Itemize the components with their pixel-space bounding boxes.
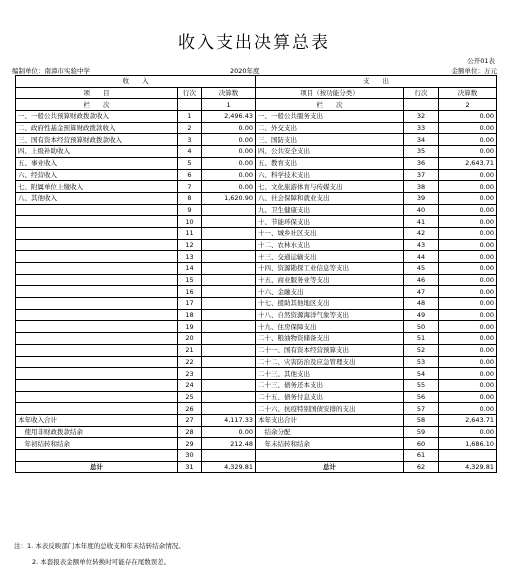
table-row <box>16 157 497 169</box>
income-item: 五、事业收入 <box>16 157 178 169</box>
expense-rowno: 33 <box>404 122 439 134</box>
income-item <box>16 263 178 275</box>
income-rowno: 16 <box>178 286 202 298</box>
income-item <box>16 450 178 462</box>
table-row <box>16 368 497 380</box>
income-amount <box>202 274 256 286</box>
expense-rowno: 40 <box>404 204 439 216</box>
income-item <box>16 403 178 415</box>
expense-item: 本年支出合计 <box>256 414 404 426</box>
expense-rowno: 51 <box>404 333 439 345</box>
income-rowno: 10 <box>178 216 202 228</box>
income-rowno: 11 <box>178 227 202 239</box>
expense-amount: 0.00 <box>439 309 497 321</box>
expense-rowno: 55 <box>404 379 439 391</box>
income-item: 一、一般公共预算财政拨款收入 <box>16 111 178 123</box>
income-item: 年初结转和结余 <box>16 438 178 450</box>
income-item <box>16 274 178 286</box>
income-amount: 0.00 <box>202 426 256 438</box>
expense-rowno: 41 <box>404 216 439 228</box>
table-row <box>16 309 497 321</box>
income-item <box>16 227 178 239</box>
expense-amount: 2,643.71 <box>439 414 497 426</box>
expense-amount: 0.00 <box>439 251 497 263</box>
income-total-amount: 4,329.81 <box>202 461 256 473</box>
income-rowno-header: 行次 <box>178 87 202 99</box>
table-row <box>16 169 497 181</box>
income-rowno: 19 <box>178 321 202 333</box>
income-amount <box>202 450 256 462</box>
expense-rowno: 60 <box>404 438 439 450</box>
income-item: 七、附属单位上缴收入 <box>16 181 178 193</box>
expense-item: 结余分配 <box>256 426 404 438</box>
table-row <box>16 438 497 450</box>
expense-rowno: 52 <box>404 344 439 356</box>
table-row <box>16 333 497 345</box>
expense-item: 二十三、债务还本支出 <box>256 379 404 391</box>
expense-rowno: 42 <box>404 227 439 239</box>
expense-rowno: 37 <box>404 169 439 181</box>
expense-item: 十三、交通运输支出 <box>256 251 404 263</box>
expense-amount: 0.00 <box>439 263 497 275</box>
income-item: 使用非财政拨款结余 <box>16 426 178 438</box>
expense-rowno: 36 <box>404 157 439 169</box>
expense-amount: 0.00 <box>439 333 497 345</box>
expense-amount: 0.00 <box>439 403 497 415</box>
income-item <box>16 286 178 298</box>
expense-item: 十五、商业服务业等支出 <box>256 274 404 286</box>
table-row <box>16 192 497 204</box>
income-rowno: 5 <box>178 157 202 169</box>
income-item <box>16 379 178 391</box>
income-rowno: 14 <box>178 263 202 275</box>
expense-rowno: 58 <box>404 414 439 426</box>
income-rowno: 15 <box>178 274 202 286</box>
income-rowno: 2 <box>178 122 202 134</box>
income-rowno: 12 <box>178 239 202 251</box>
expense-amount: 0.00 <box>439 146 497 158</box>
income-rowno: 30 <box>178 450 202 462</box>
table-row <box>16 239 497 251</box>
table-row <box>16 450 497 462</box>
expense-rowno: 47 <box>404 286 439 298</box>
income-amount <box>202 298 256 310</box>
expense-rowno: 34 <box>404 134 439 146</box>
income-amount: 1,620.90 <box>202 192 256 204</box>
total-row <box>16 461 497 473</box>
expense-rowno: 50 <box>404 321 439 333</box>
income-amount: 0.00 <box>202 169 256 181</box>
expense-total-amount: 4,329.81 <box>439 461 497 473</box>
expense-amount: 0.00 <box>439 379 497 391</box>
expense-item: 八、社会保障和就业支出 <box>256 192 404 204</box>
income-amount <box>202 204 256 216</box>
expense-item: 一、一般公共服务支出 <box>256 111 404 123</box>
year-label: 2020年度 <box>230 67 260 75</box>
expense-amount: 2,643.71 <box>439 157 497 169</box>
income-amount <box>202 239 256 251</box>
expense-column-index: 2 <box>439 99 497 111</box>
income-amount <box>202 309 256 321</box>
table-row <box>16 204 497 216</box>
income-amount <box>202 344 256 356</box>
expense-amount: 0.00 <box>439 239 497 251</box>
expense-rowno: 61 <box>404 450 439 462</box>
expense-total-label: 总计 <box>256 461 404 473</box>
income-amount <box>202 368 256 380</box>
income-item: 六、经营收入 <box>16 169 178 181</box>
income-column-index: 1 <box>202 99 256 111</box>
org-label: 编制单位：南漳市实验中学 <box>12 67 90 75</box>
table-row <box>16 286 497 298</box>
table-row <box>16 263 497 275</box>
expense-amount: 0.00 <box>439 122 497 134</box>
table-row <box>16 146 497 158</box>
income-item: 八、其他收入 <box>16 192 178 204</box>
expense-item: 二十六、抗疫特别国债安排的支出 <box>256 403 404 415</box>
income-rowno: 25 <box>178 391 202 403</box>
page-title: 收入支出决算总表 <box>178 33 330 53</box>
expense-amount: 0.00 <box>439 368 497 380</box>
income-rowno: 27 <box>178 414 202 426</box>
expense-rowno: 56 <box>404 391 439 403</box>
income-amount-header: 决算数 <box>202 87 256 99</box>
expense-rowno: 49 <box>404 309 439 321</box>
income-rowno: 8 <box>178 192 202 204</box>
table-row <box>16 216 497 228</box>
expense-item: 年末结转和结余 <box>256 438 404 450</box>
income-amount: 0.00 <box>202 134 256 146</box>
expense-amount: 0.00 <box>439 298 497 310</box>
income-item <box>16 309 178 321</box>
income-amount: 212.48 <box>202 438 256 450</box>
expense-rowno: 32 <box>404 111 439 123</box>
income-item <box>16 216 178 228</box>
income-amount: 4,117.33 <box>202 414 256 426</box>
income-rowno: 21 <box>178 344 202 356</box>
income-amount: 0.00 <box>202 146 256 158</box>
expense-item <box>256 450 404 462</box>
expense-item: 二十三、其他支出 <box>256 368 404 380</box>
table-row <box>16 122 497 134</box>
income-rowno: 23 <box>178 368 202 380</box>
expense-item: 三、国防支出 <box>256 134 404 146</box>
income-rowno: 6 <box>178 169 202 181</box>
income-rowno: 1 <box>178 111 202 123</box>
note-2: 2. 本套报表金额单位转换时可能存在尾数误差。 <box>32 558 171 566</box>
expense-amount: 0.00 <box>439 391 497 403</box>
empty-cell <box>404 99 439 111</box>
income-amount <box>202 403 256 415</box>
income-rowno: 17 <box>178 298 202 310</box>
table-body <box>16 111 497 462</box>
expense-amount: 0.00 <box>439 274 497 286</box>
income-rowno: 29 <box>178 438 202 450</box>
income-amount <box>202 356 256 368</box>
expense-item: 二十二、灾害防治及应急管理支出 <box>256 356 404 368</box>
table-row <box>16 134 497 146</box>
income-header: 收 入 <box>16 76 256 88</box>
income-amount: 2,496.43 <box>202 111 256 123</box>
income-total-rowno: 31 <box>178 461 202 473</box>
table-row <box>16 379 497 391</box>
expense-item: 六、科学技术支出 <box>256 169 404 181</box>
table-row <box>16 298 497 310</box>
income-item <box>16 368 178 380</box>
income-amount <box>202 379 256 391</box>
table-row <box>16 251 497 263</box>
expense-amount: 0.00 <box>439 111 497 123</box>
income-amount <box>202 251 256 263</box>
expense-item: 十六、金融支出 <box>256 286 404 298</box>
income-amount <box>202 216 256 228</box>
income-item <box>16 344 178 356</box>
income-rowno: 28 <box>178 426 202 438</box>
expense-rowno: 35 <box>404 146 439 158</box>
expense-amount: 0.00 <box>439 169 497 181</box>
expense-item: 十、节能环保支出 <box>256 216 404 228</box>
income-item <box>16 204 178 216</box>
income-rowno: 24 <box>178 379 202 391</box>
income-item <box>16 333 178 345</box>
expense-amount: 0.00 <box>439 426 497 438</box>
income-item <box>16 356 178 368</box>
expense-item: 十二、农林水支出 <box>256 239 404 251</box>
expense-column-label: 栏 次 <box>256 99 404 111</box>
table-row <box>16 403 497 415</box>
expense-amount: 0.00 <box>439 227 497 239</box>
expense-amount: 0.00 <box>439 321 497 333</box>
expense-rowno-header: 行次 <box>404 87 439 99</box>
expense-amount: 1,686.10 <box>439 438 497 450</box>
table-row <box>16 321 497 333</box>
income-item <box>16 321 178 333</box>
expense-rowno: 39 <box>404 192 439 204</box>
income-amount <box>202 286 256 298</box>
expense-item: 二十五、债务付息支出 <box>256 391 404 403</box>
income-amount: 0.00 <box>202 122 256 134</box>
expense-item: 二、外交支出 <box>256 122 404 134</box>
empty-cell <box>178 99 202 111</box>
income-rowno: 20 <box>178 333 202 345</box>
expense-amount: 0.00 <box>439 192 497 204</box>
expense-amount: 0.00 <box>439 286 497 298</box>
income-item <box>16 251 178 263</box>
income-rowno: 13 <box>178 251 202 263</box>
table-row <box>16 274 497 286</box>
expense-item: 二十、粮油物资储备支出 <box>256 333 404 345</box>
income-rowno: 7 <box>178 181 202 193</box>
expense-header: 支 出 <box>256 76 497 88</box>
expense-item-header: 项目（按功能分类） <box>256 87 404 99</box>
unit-label: 金额单位：万元 <box>451 67 497 75</box>
expense-item: 九、卫生健康支出 <box>256 204 404 216</box>
expense-item: 十九、住房保障支出 <box>256 321 404 333</box>
expense-amount <box>439 450 497 462</box>
income-amount <box>202 321 256 333</box>
expense-total-rowno: 62 <box>404 461 439 473</box>
expense-amount: 0.00 <box>439 216 497 228</box>
expense-item: 二十一、国有资本经营预算支出 <box>256 344 404 356</box>
income-amount: 0.00 <box>202 157 256 169</box>
expense-item: 五、教育支出 <box>256 157 404 169</box>
table-row <box>16 181 497 193</box>
table-row <box>16 227 497 239</box>
expense-rowno: 54 <box>404 368 439 380</box>
expense-rowno: 38 <box>404 181 439 193</box>
expense-rowno: 59 <box>404 426 439 438</box>
income-item: 三、国有资本经营预算财政拨款收入 <box>16 134 178 146</box>
expense-amount: 0.00 <box>439 356 497 368</box>
income-rowno: 4 <box>178 146 202 158</box>
expense-item: 十一、城乡社区支出 <box>256 227 404 239</box>
expense-amount: 0.00 <box>439 181 497 193</box>
income-item <box>16 298 178 310</box>
income-rowno: 18 <box>178 309 202 321</box>
expense-item: 十四、资源勘探工业信息等支出 <box>256 263 404 275</box>
income-item: 本年收入合计 <box>16 414 178 426</box>
expense-rowno: 43 <box>404 239 439 251</box>
note-1: 注：1. 本表反映部门本年度的总收支和年末结转结余情况。 <box>14 542 185 550</box>
table-header-section <box>16 76 497 88</box>
expense-item: 十七、援助其他地区支出 <box>256 298 404 310</box>
table-row <box>16 391 497 403</box>
table-row <box>16 414 497 426</box>
income-rowno: 3 <box>178 134 202 146</box>
expense-amount-header: 决算数 <box>439 87 497 99</box>
income-item-header: 项 目 <box>16 87 178 99</box>
expense-amount: 0.00 <box>439 344 497 356</box>
income-amount <box>202 227 256 239</box>
income-item <box>16 391 178 403</box>
budget-table <box>15 75 497 473</box>
expense-rowno: 46 <box>404 274 439 286</box>
income-rowno: 9 <box>178 204 202 216</box>
income-rowno: 22 <box>178 356 202 368</box>
expense-item: 七、文化旅游体育与传媒支出 <box>256 181 404 193</box>
expense-item: 十八、自然资源海洋气象等支出 <box>256 309 404 321</box>
table-header-column-index <box>16 99 497 111</box>
expense-rowno: 45 <box>404 263 439 275</box>
income-item: 二、政府性基金预算财政拨款收入 <box>16 122 178 134</box>
table-header-columns <box>16 87 497 99</box>
table-row <box>16 426 497 438</box>
table-row <box>16 111 497 123</box>
income-amount <box>202 333 256 345</box>
expense-item: 四、公共安全支出 <box>256 146 404 158</box>
income-rowno: 26 <box>178 403 202 415</box>
income-amount: 0.00 <box>202 181 256 193</box>
income-amount <box>202 391 256 403</box>
table-row <box>16 344 497 356</box>
expense-amount: 0.00 <box>439 204 497 216</box>
expense-rowno: 57 <box>404 403 439 415</box>
income-item: 四、上级补助收入 <box>16 146 178 158</box>
expense-rowno: 53 <box>404 356 439 368</box>
expense-rowno: 44 <box>404 251 439 263</box>
income-column-label: 栏 次 <box>16 99 178 111</box>
income-total-label: 总计 <box>16 461 178 473</box>
expense-amount: 0.00 <box>439 134 497 146</box>
expense-rowno: 48 <box>404 298 439 310</box>
income-item <box>16 239 178 251</box>
income-amount <box>202 263 256 275</box>
table-row <box>16 356 497 368</box>
form-number: 公开01表 <box>467 57 495 65</box>
